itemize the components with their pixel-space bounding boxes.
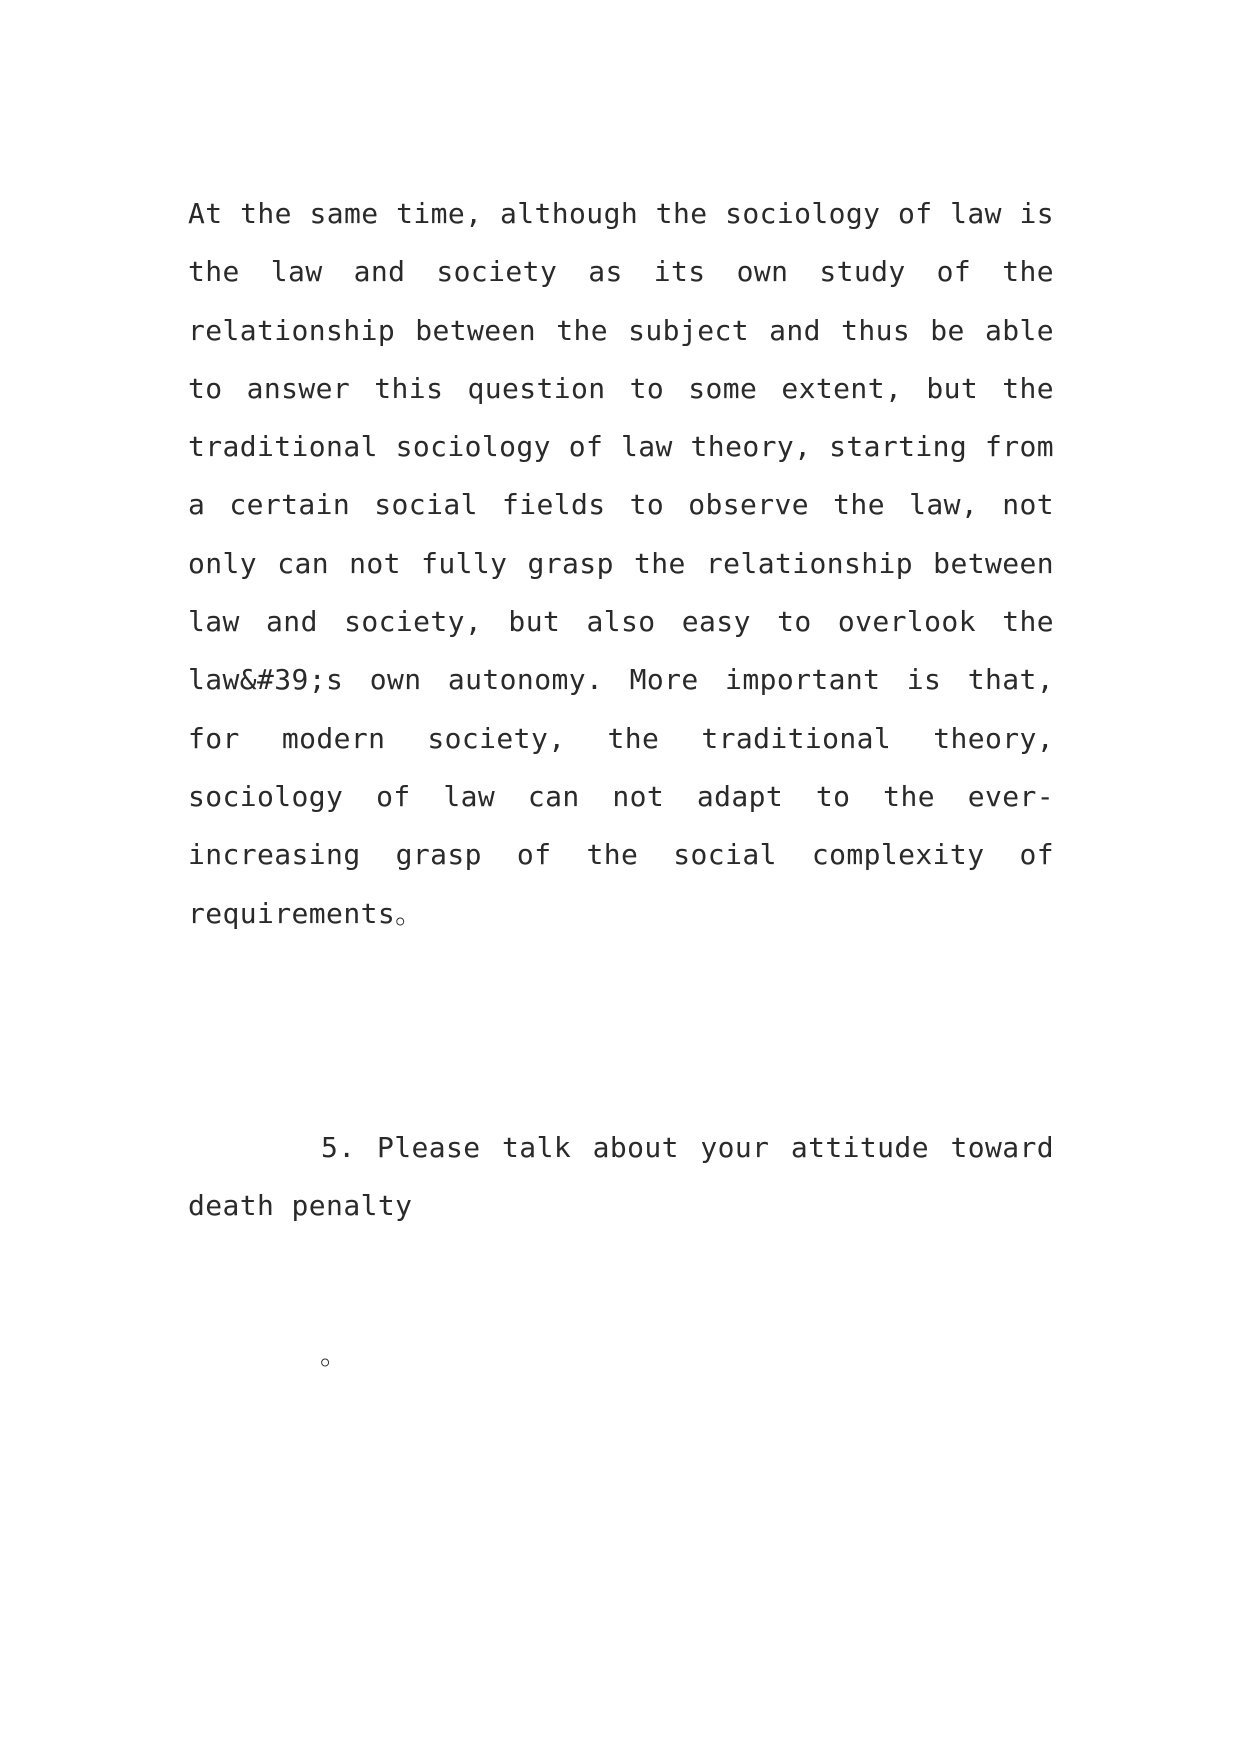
- body-paragraph: At the same time, although the sociology of law is the law and society as its own study of the relationship between the subject and thus be able to answer this question to some extent, but the traditional sociology of law theory, starting from a certain social fields to observe the law, not only can not fully grasp the relationship between law and society, but also easy to overlook the law&#39;s own autonomy. More important is that, for modern society, the traditional theory, sociology of law can not adapt to the ever-increasing grasp of the social complexity of requirements。: [188, 197, 1054, 930]
- trailing-punctuation: 。: [320, 1338, 349, 1371]
- question-heading: 5. Please talk about your attitude toward death penalty: [188, 1131, 1054, 1223]
